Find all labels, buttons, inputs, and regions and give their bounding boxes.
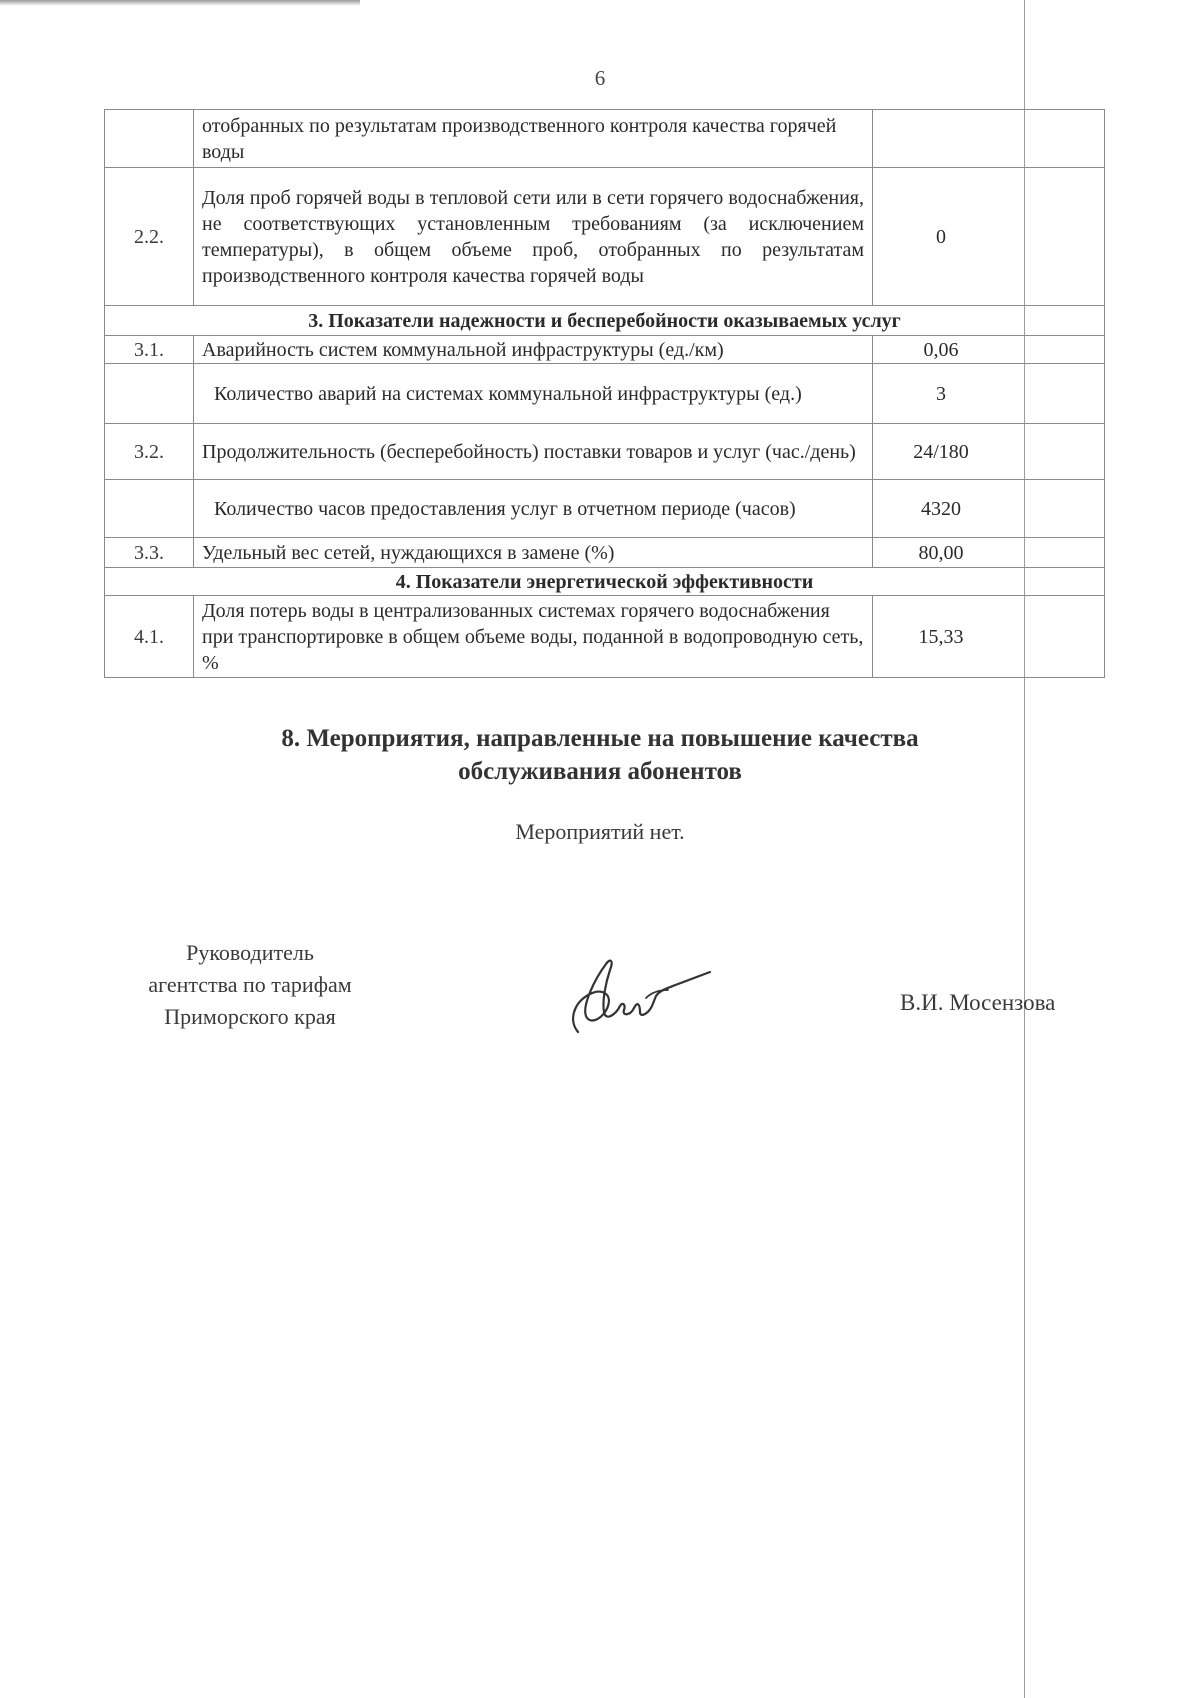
row-number: 3.2. [105,424,194,480]
row-description: отобранных по результатам производственного контроля качества горячей воды [194,110,873,168]
row-value: 80,00 [873,538,1105,568]
row-value: 4320 [873,480,1105,538]
row-description: Количество аварий на системах коммунальной инфраструктуры (ед.) [194,364,873,424]
table-row [105,480,1105,538]
table-section-row [105,568,1105,596]
row-description: Доля проб горячей воды в тепловой сети или в сети горячего водоснабжения, не соответствующих установленным требованиям (за исключением температуры), в общем объеме проб, отобранных по результатам производственного контроля качества горячей воды [194,168,873,306]
measures-text: Мероприятий нет. [515,819,685,844]
signer-title-line: агентства по тарифам [148,972,352,997]
row-number: 4.1. [105,596,194,678]
row-number [105,110,194,168]
table-row [105,596,1105,678]
row-description: Удельный вес сетей, нуждающихся в замене (%) [194,538,873,568]
row-description: Количество часов предоставления услуг в отчетном периоде (часов) [194,480,873,538]
row-number [105,480,194,538]
signer-title [100,937,400,1033]
row-value: 24/180 [873,424,1105,480]
table-row [105,336,1105,364]
row-description: Аварийность систем коммунальной инфраструктуры (ед./км) [194,336,873,364]
indicators-table [104,109,1105,678]
table-row [105,364,1105,424]
page-number: 6 [594,66,606,90]
section-title: 4. Показатели энергетической эффективности [105,568,1105,596]
row-description: Продолжительность (бесперебойность) поставки товаров и услуг (час./день) [194,424,873,480]
row-value: 0,06 [873,336,1105,364]
signer-title-line: Приморского края [164,1004,336,1029]
section-title: 3. Показатели надежности и бесперебойности оказываемых услуг [105,306,1105,336]
row-number [105,364,194,424]
handwritten-signature [560,950,720,1040]
table-row [105,538,1105,568]
table-row [105,110,1105,168]
row-number: 3.1. [105,336,194,364]
row-number: 2.2. [105,168,194,306]
row-value: 3 [873,364,1105,424]
row-value [873,110,1105,168]
row-value: 0 [873,168,1105,306]
scan-edge-mark [0,0,360,6]
measures-heading: 8. Мероприятия, направленные на повышение качества обслуживания абонентов [281,725,919,785]
table-row [105,168,1105,306]
table-section-row [105,306,1105,336]
row-number: 3.3. [105,538,194,568]
signer-name: В.И. Мосензова [900,990,1056,1015]
table-row [105,424,1105,480]
signer-title-line: Руководитель [186,940,314,965]
row-value: 15,33 [873,596,1105,678]
row-description: Доля потерь воды в централизованных системах горячего водоснабжения при транспортировке в общем объеме воды, поданной в водопроводную сеть, % [194,596,873,678]
